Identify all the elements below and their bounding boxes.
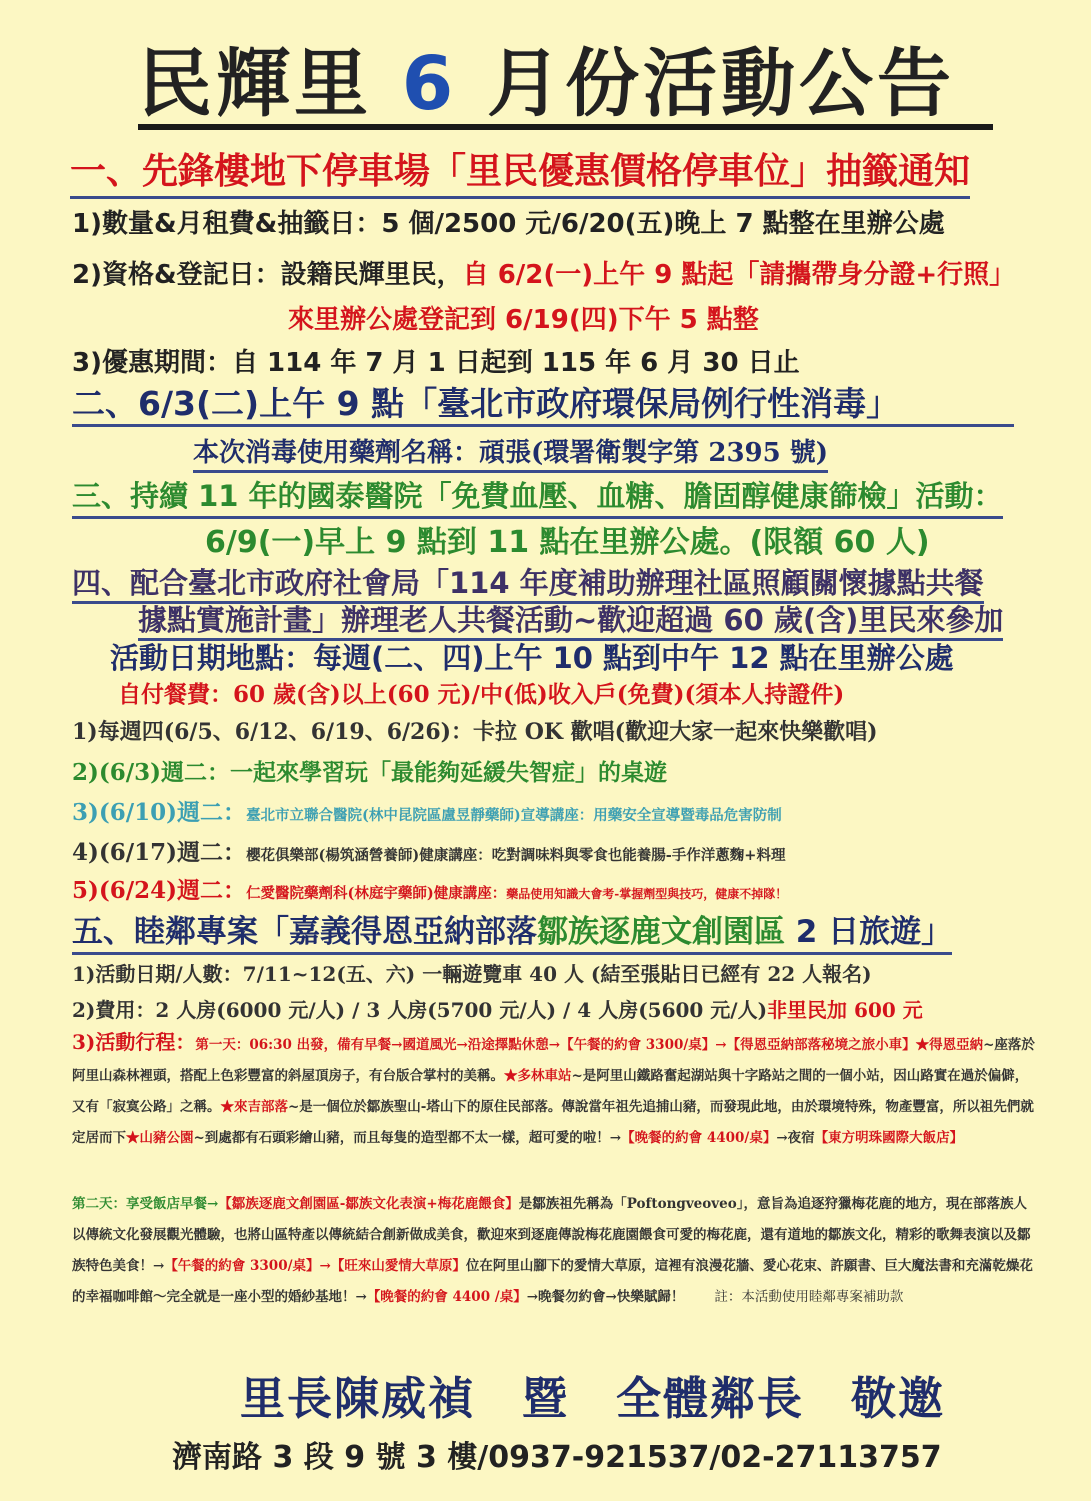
section-4-item-4-text: 櫻花俱樂部(楊筑涵營養師)健康講座：吃對調味料與零食也能養腸-手作洋蔥麴+料理 [246, 847, 786, 864]
day1-b: 【午餐的約會 3300/桌】→【得恩亞納部落秘境之旅小車】★得恩亞納 [560, 1037, 984, 1053]
day2-f: 【晚餐的約會 4400 /桌】 [366, 1289, 527, 1305]
section-5-itinerary-day-1 [72, 1027, 1040, 1154]
page-title [138, 41, 993, 130]
section-4-item-4-date: 4)(6/17)週二： [72, 839, 247, 866]
section-5-itinerary-day-2 [72, 1189, 1040, 1313]
section-4-item-3 [72, 798, 782, 831]
section-4-schedule: 活動日期地點：每週(二、四)上午 10 點到中午 12 點在里辦公處 [110, 641, 954, 675]
day2-g: →晚餐勿約會→快樂賦歸！ [526, 1289, 685, 1305]
day1-g: ~是一個位於鄒族聖山-塔山下的原住民部落。傳說當年祖先追捕山豬，而發現此地，由於環境特殊，物產豐富，所以祖先們就定居而下 [72, 1099, 1034, 1146]
title-post: 月份活動公告 [487, 41, 956, 127]
day2-a: 第二天：享受飯店早餐→ [72, 1196, 219, 1212]
section-4-item-4 [72, 838, 785, 871]
contact-address: 濟南路 3 段 9 號 3 樓/0937-921537/02-27113757 [172, 1440, 942, 1475]
section-4-item-3-date: 3)(6/10)週二： [72, 799, 247, 826]
day1-i: ~到處都有石頭彩繪山豬，而且每隻的造型都不太一樣，超可愛的啦！→ [193, 1130, 622, 1146]
section-4-item-5-text: 仁愛醫院藥劑科(林庭宇藥師)健康講座： [246, 885, 507, 902]
day1-k: →夜宿 [776, 1130, 815, 1146]
section-5-heading-b: 鄒族逐鹿文創園區 [537, 914, 785, 950]
section-1-item-3: 3)優惠期間：自 114 年 7 月 1 日起到 115 年 6 月 30 日止 [72, 348, 800, 378]
day1-c: ~座落於阿里山森林裡頭，搭配上色彩豐富的斜屋頂房子，有台版合掌村的美稱。 [72, 1037, 1035, 1084]
title-pre: 民輝里 [138, 41, 372, 127]
section-4-item-2: 2)(6/3)週二：一起來學習玩「最能夠延緩失智症」的桌遊 [72, 759, 668, 786]
section-2-heading: 二、6/3(二)上午 9 點「臺北市政府環保局例行性消毒」 [72, 384, 1014, 427]
section-4-heading-2: 據點實施計畫」辦理老人共餐活動~歡迎超過 60 歲(含)里民來參加 [138, 602, 1003, 641]
section-5-item-2-fees: 2)費用：2 人房(6000 元/人) / 3 人房(5700 元/人) / 4 人房(5600 元/人) [72, 998, 768, 1022]
section-5-heading [72, 912, 952, 955]
section-4-fee: 自付餐費：60 歲(含)以上(60 元)/中(低)收入戶(免費)(須本人持證件) [118, 681, 845, 708]
section-5-item-2 [72, 996, 923, 1024]
section-1-heading: 一、先鋒樓地下停車場「里民優惠價格停車位」抽籤通知 [70, 150, 970, 199]
day2-b: 【鄒族逐鹿文創園區-鄒族文化表演+梅花鹿餵食】 [218, 1196, 519, 1212]
day1-e: ~是阿里山鐵路奮起湖站與十字路站之間的一個小站，因山路實在過於偏僻，又有「寂寞公路」之稱。 [72, 1068, 1029, 1115]
section-1-item-2-text: 2)資格&登記日：設籍民輝里民， [72, 260, 463, 290]
section-5-item-2-surcharge: 非里民加 600 元 [767, 998, 923, 1022]
section-5-item-1: 1)活動日期/人數：7/11~12(五、六) 一輛遊覽車 40 人 (結至張貼日已經有 22 人報名) [72, 962, 872, 986]
day1-a: 第一天：06:30 出發，備有早餐→國道風光→沿途擇點休憩→ [195, 1037, 561, 1053]
section-4-item-5-text-small: 藥品使用知識大會考-掌握劑型與技巧，健康不掉隊！ [506, 887, 788, 901]
section-4-item-5 [72, 876, 787, 909]
section-4-item-1: 1)每週四(6/5、6/12、6/19、6/26)：卡拉 OK 歡唱(歡迎大家一起來快樂歡唱) [72, 719, 878, 745]
signature: 里長陳威禎 暨 全體鄰長 敬邀 [240, 1372, 946, 1425]
section-4-item-5-date: 5)(6/24)週二： [72, 877, 247, 904]
section-1-item-2-highlight: 自 6/2(一)上午 9 點起「請攜帶身分證+行照」 [462, 260, 1016, 290]
day1-d: ★多林車站 [504, 1068, 572, 1084]
day2-e: 位在阿里山腳下的愛情大草原，這裡有浪漫花牆、愛心花束、許願書、巨大魔法書和充滿乾燥花的幸福咖啡館～完全就是一座小型的婚紗基地！→ [72, 1258, 1033, 1305]
section-3-heading: 三、持續 11 年的國泰醫院「免費血壓、血糖、膽固醇健康篩檢」活動： [72, 476, 1003, 519]
section-4-heading-1: 四、配合臺北市政府社會局「114 年度補助辦理社區照顧關懷據點共餐 [72, 565, 984, 604]
section-5-heading-a: 五、睦鄰專案「嘉義得恩亞納部落 [72, 914, 537, 950]
title-month: 6 [401, 41, 458, 127]
section-4-item-3-text: 臺北市立聯合醫院(林中昆院區盧昱靜藥師)宣導講座：用藥安全宣導暨毒品危害防制 [246, 807, 782, 824]
itinerary-note: 註：本活動使用睦鄰專案補助款 [714, 1289, 904, 1305]
section-2-sub: 本次消毒使用藥劑名稱：頑張(環署衛製字第 2395 號) [193, 436, 828, 473]
day2-c: 是鄒族祖先稱為「Poftongveoveo」，意旨為追逐狩獵梅花鹿的地方，現在部落族人以傳統文化發展觀光體驗，也將山區特產以傳統結合創新做成美食，歡迎來到逐鹿傳說梅花鹿園餵食可愛的梅花鹿，還有道地的鄒族文化，精彩的歌舞表演以及鄒族特色美食！→ [72, 1196, 1031, 1274]
section-5-heading-c: 2 日旅遊」 [795, 914, 953, 950]
day1-f: ★來吉部落 [220, 1099, 288, 1115]
section-1-item-2 [72, 258, 1015, 292]
section-1-item-1: 1)數量&月租費&抽籤日：5 個/2500 元/6/20(五)晚上 7 點整在里辦公處 [72, 209, 945, 239]
day2-d: 【午餐的約會 3300/桌】→【旺來山愛情大草原】 [164, 1258, 466, 1274]
day1-h: ★山豬公園 [126, 1130, 194, 1146]
day1-l: 【東方明珠國際大飯店】 [814, 1130, 964, 1146]
day1-j: 【晚餐的約會 4400/桌】 [621, 1130, 777, 1146]
itinerary-label: 3)活動行程： [72, 1030, 196, 1054]
section-3-sub: 6/9(一)早上 9 點到 11 點在里辦公處。(限額 60 人) [205, 525, 930, 560]
section-1-item-2-cont: 來里辦公處登記到 6/19(四)下午 5 點整 [288, 305, 759, 335]
